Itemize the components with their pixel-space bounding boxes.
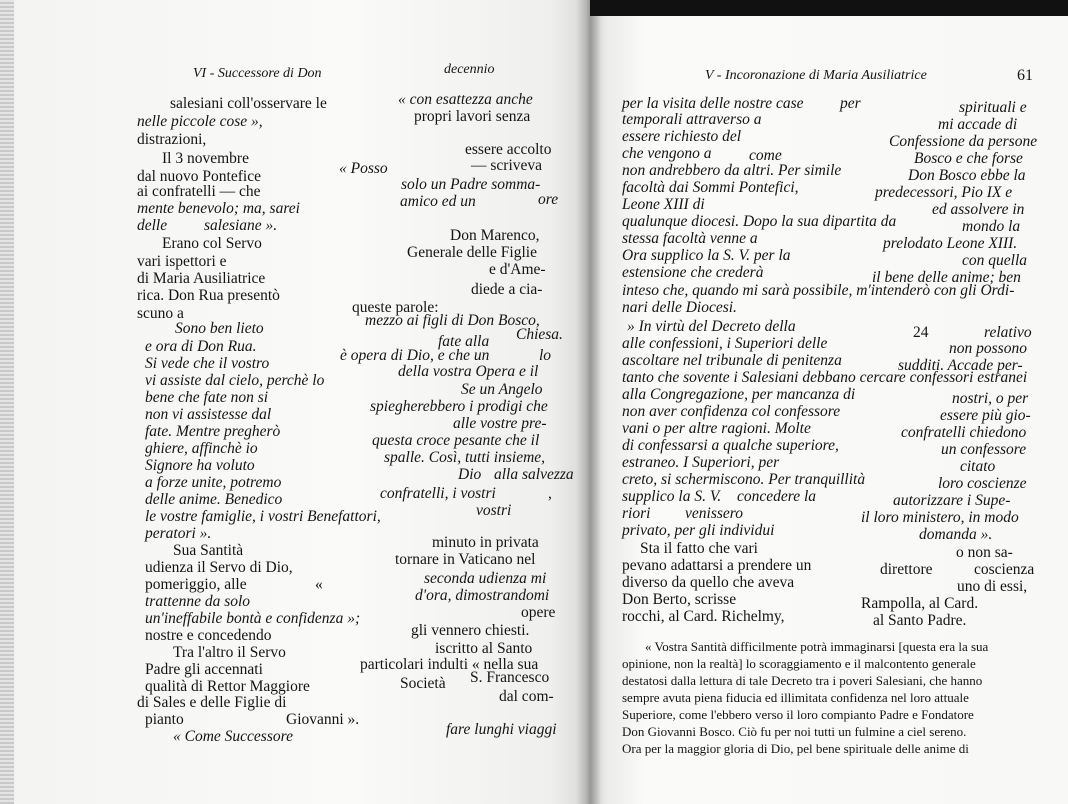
text-line: alle vostre pre- [453,415,547,432]
text-line: mondo la [962,218,1021,235]
text-line: fare lunghi viaggi [446,721,557,738]
text-line: — scriveva [471,157,543,174]
text-line: o non sa- [956,544,1013,561]
text-line: Erano col Servo [162,235,262,252]
text-line: queste parole: [352,299,439,316]
text-line: Leone XIII di [622,196,705,213]
text-line: e ora di Don Rua. [145,338,257,355]
text-line: rocchi, al Card. Richelmy, [622,608,785,625]
text-line: spiegherebbero i prodigi che [370,398,548,415]
text-line: che vengono a [622,145,712,162]
text-line: « Posso [339,160,388,177]
text-line: iscritto al Santo [435,640,533,657]
text-line: loro coscienze [938,475,1027,492]
text-line: Se un Angelo [461,381,543,398]
text-line: mezzo ai figli di Don Bosco, [365,312,540,329]
footnote-line: Ora per la maggior gloria di Dio, pel bene spirituale delle anime di [622,741,969,756]
text-line: Don Bosco ebbe la [908,167,1026,184]
text-line: essere accolto [465,141,552,158]
text-line: Il 3 novembre [162,150,249,167]
text-line: Sono ben lieto [175,320,264,337]
text-line: Sta il fatto che vari [640,540,758,557]
text-line: solo un Padre somma- [401,176,541,193]
text-line: predecessori, Pio IX e [875,184,1013,201]
text-line: pevano adattarsi a prendere un [622,557,812,574]
text-line: tanto che sovente i Salesiani debbano cercare confessori estranei [622,369,1028,386]
text-line: coscienza [974,561,1035,578]
book-gutter [576,0,602,804]
text-line: amico ed un [400,193,476,210]
footnote-line: Superiore, come l'ebbero verso il loro compianto Padre e Fondatore [622,707,974,722]
text-line: Generale delle Figlie [407,244,537,261]
text-line: ore [538,191,559,208]
text-line: facoltà dai Sommi Pontefici, [622,179,799,196]
text-line: Chiesa. [516,326,563,343]
scan-border [590,0,1068,16]
page-number: 61 [1017,67,1033,84]
text-line: peratori ». [145,525,212,542]
text-line: « Come Successore [173,728,293,745]
text-line: Società [400,675,446,692]
text-line: come [749,147,782,164]
text-line: temporali attraverso a [622,111,762,128]
footnote-line: « Vostra Santità difficilmente potrà immaginarsi [questa era la sua [645,639,989,654]
text-line: vi assiste dal cielo, perchè lo [145,372,325,389]
text-line: tornare in Vaticano nel [395,551,536,568]
text-line: le vostre famiglie, i vostri Benefattori, [145,508,381,525]
text-line: non vi assistesse dal [145,406,272,423]
text-line: estensione che crederà [622,264,764,281]
text-line: Signore ha voluto [145,457,255,474]
text-line: vostri [476,502,512,519]
text-line: alla Congregazione, per mancanza di [622,386,856,403]
text-line: seconda udienza mi [424,570,547,587]
text-line: Don Marenco, [450,227,540,244]
text-line: prelodato Leone XIII. [883,235,1018,252]
text-line: , [548,485,552,502]
text-line: Bosco e che forse [914,150,1023,167]
text-line: e d'Ame- [489,261,546,278]
text-line: 24 [913,324,929,341]
right-page [587,0,1068,804]
text-line: stessa facoltà venne a [622,230,758,247]
text-line: è opera di Dio, e che un [340,347,490,364]
text-line: alle confessioni, i Superiori delle [622,335,828,352]
text-line: di Maria Ausiliatrice [137,270,266,287]
footnote-line: opinione, non la realtà] lo scoraggiamento e il malcontento generale [622,656,976,671]
text-line: ghiere, affinchè io [145,440,258,457]
text-line: Tra l'altro il Servo [173,644,286,661]
text-line: d'ora, dimostrandomi [415,587,550,604]
left-running-head: VI - Successore di Don [193,66,322,81]
text-line: opere [521,604,556,621]
text-line: « con esattezza anche [398,91,533,108]
text-line: mi accade di [938,116,1018,133]
text-line: fate alla [438,333,490,350]
text-line: per [840,95,861,112]
text-line: di Sales e delle Figlie di [137,694,287,711]
text-line: salesiani coll'osservare le [170,95,327,112]
text-line: relativo [984,324,1032,341]
text-line: delle anime. Benedico [145,491,283,508]
text-line: supplico la S. V. [622,488,722,505]
text-line: qualunque diocesi. Dopo la sua dipartita da [622,213,897,230]
text-line: alla salvezza [494,466,574,483]
text-line: direttore [880,561,933,578]
text-line: » In virtù del Decreto della [627,318,796,335]
text-line: Confessione da persone [889,133,1038,150]
text-line: spirituali e [959,99,1027,116]
text-line: dal com- [499,688,554,705]
text-line: domanda ». [919,526,993,543]
text-line: distrazioni, [137,131,207,148]
text-line: Rampolla, al Card. [861,595,979,612]
text-line: al Santo Padre. [873,612,967,629]
text-line: lo [539,347,552,364]
text-line: il bene delle anime; ben [872,269,1021,286]
text-line: non aver confidenza col confessore [622,403,841,420]
text-line: confratelli, i vostri [380,485,496,502]
text-line: venissero [685,505,743,522]
text-line: Dio [458,466,482,483]
text-line: particolari indulti « nella sua [360,656,539,673]
text-line: concedere la [737,488,817,505]
footnote-line: sempre avuta piena fiducia ed illimitata confidenza nel loro attuale [622,690,969,705]
text-line: inteso che, quando mi sarà possibile, m'intenderò con gli Ordi- [622,282,1015,299]
text-line: gli vennero chiesti. [411,622,530,639]
text-line: estraneo. I Superiori, per [622,454,780,471]
text-line: vari ispettori e [137,253,227,270]
text-line: questa croce pesante che il [372,432,540,449]
text-line: trattenne da solo [145,593,251,610]
text-line: un confessore [941,441,1027,458]
text-line: rica. Don Rua presentò [137,287,280,304]
page-edge-strip [0,0,14,804]
text-line: fate. Mentre pregherò [145,423,281,440]
text-line: ed assolvere in [932,201,1025,218]
text-line: essere più gio- [940,407,1031,424]
text-line: Giovanni ». [286,711,360,728]
text-line: sudditi. Accade per- [898,357,1023,374]
text-line: uno di essi, [957,578,1028,595]
text-line: propri lavori senza [414,108,531,125]
text-line: autorizzare i Supe- [893,492,1011,509]
text-line: con quella [962,252,1027,269]
right-running-head: V - Incoronazione di Maria Ausiliatrice [705,68,927,83]
text-line: ai confratelli — che [137,183,261,200]
text-line: Don Berto, scrisse [622,591,737,608]
text-line: Padre gli accennati [145,661,263,678]
text-line: udienza il Servo di Dio, [145,559,293,576]
text-line: un'ineffabile bontà e confidenza »; [145,610,361,627]
text-line: diede a cia- [471,281,543,298]
text-line: Ora supplico la S. V. per la [622,247,791,264]
text-line: pomeriggio, alle [145,576,247,593]
left-running-head-right: decennio [444,62,495,77]
text-line: « [315,576,323,593]
text-line: non possono [949,340,1027,357]
text-line: confratelli chiedono [901,424,1027,441]
text-line: nelle piccole cose », [137,113,263,130]
text-line: nari delle Diocesi. [622,299,737,316]
text-line: salesiane ». [204,217,278,234]
text-line: S. Francesco [470,669,550,686]
footnote-line: Don Giovanni Bosco. Ciò fu per noi tutti un fulmine a ciel sereno. [622,724,967,739]
text-line: creto, si schermiscono. Per tranquillità [622,471,866,488]
text-line: nostri, o per [952,390,1029,407]
text-line: ascoltare nel tribunale di penitenza [622,352,842,369]
text-line: citato [960,458,996,475]
text-line: nostre e concedendo [145,627,272,644]
text-line: essere richiesto del [622,128,742,145]
text-line: per la visita delle nostre case [622,95,804,112]
text-line: a forze unite, potremo [145,474,282,491]
text-line: delle [137,217,168,234]
text-line: Sua Santità [173,542,244,559]
text-line: mente benevolo; ma, sarei [137,200,300,217]
text-line: privato, per gli individui [622,522,775,539]
text-line: della vostra Opera e il [398,363,539,380]
text-line: qualità di Rettor Maggiore [145,678,310,695]
text-line: scuno a [137,305,184,322]
text-line: il loro ministero, in modo [861,509,1019,526]
text-line: non andrebbero da altri. Per simile [622,162,842,179]
text-line: diverso da quello che aveva [622,574,795,591]
text-line: pianto [145,711,184,728]
text-line: vani o per altre ragioni. Molte [622,420,811,437]
text-line: di confessarsi a qualche superiore, [622,437,839,454]
footnote-line: destatosi dalla lettura di tale Decreto tra i poveri Salesiani, che hanno [622,673,983,688]
text-line: spalle. Così, tutti insieme, [384,449,546,466]
text-line: Si vede che il vostro [145,355,270,372]
text-line: riori [622,505,651,522]
text-line: bene che fate non si [145,389,269,406]
text-line: minuto in privata [432,534,539,551]
text-line: dal nuovo Pontefice [137,168,261,185]
